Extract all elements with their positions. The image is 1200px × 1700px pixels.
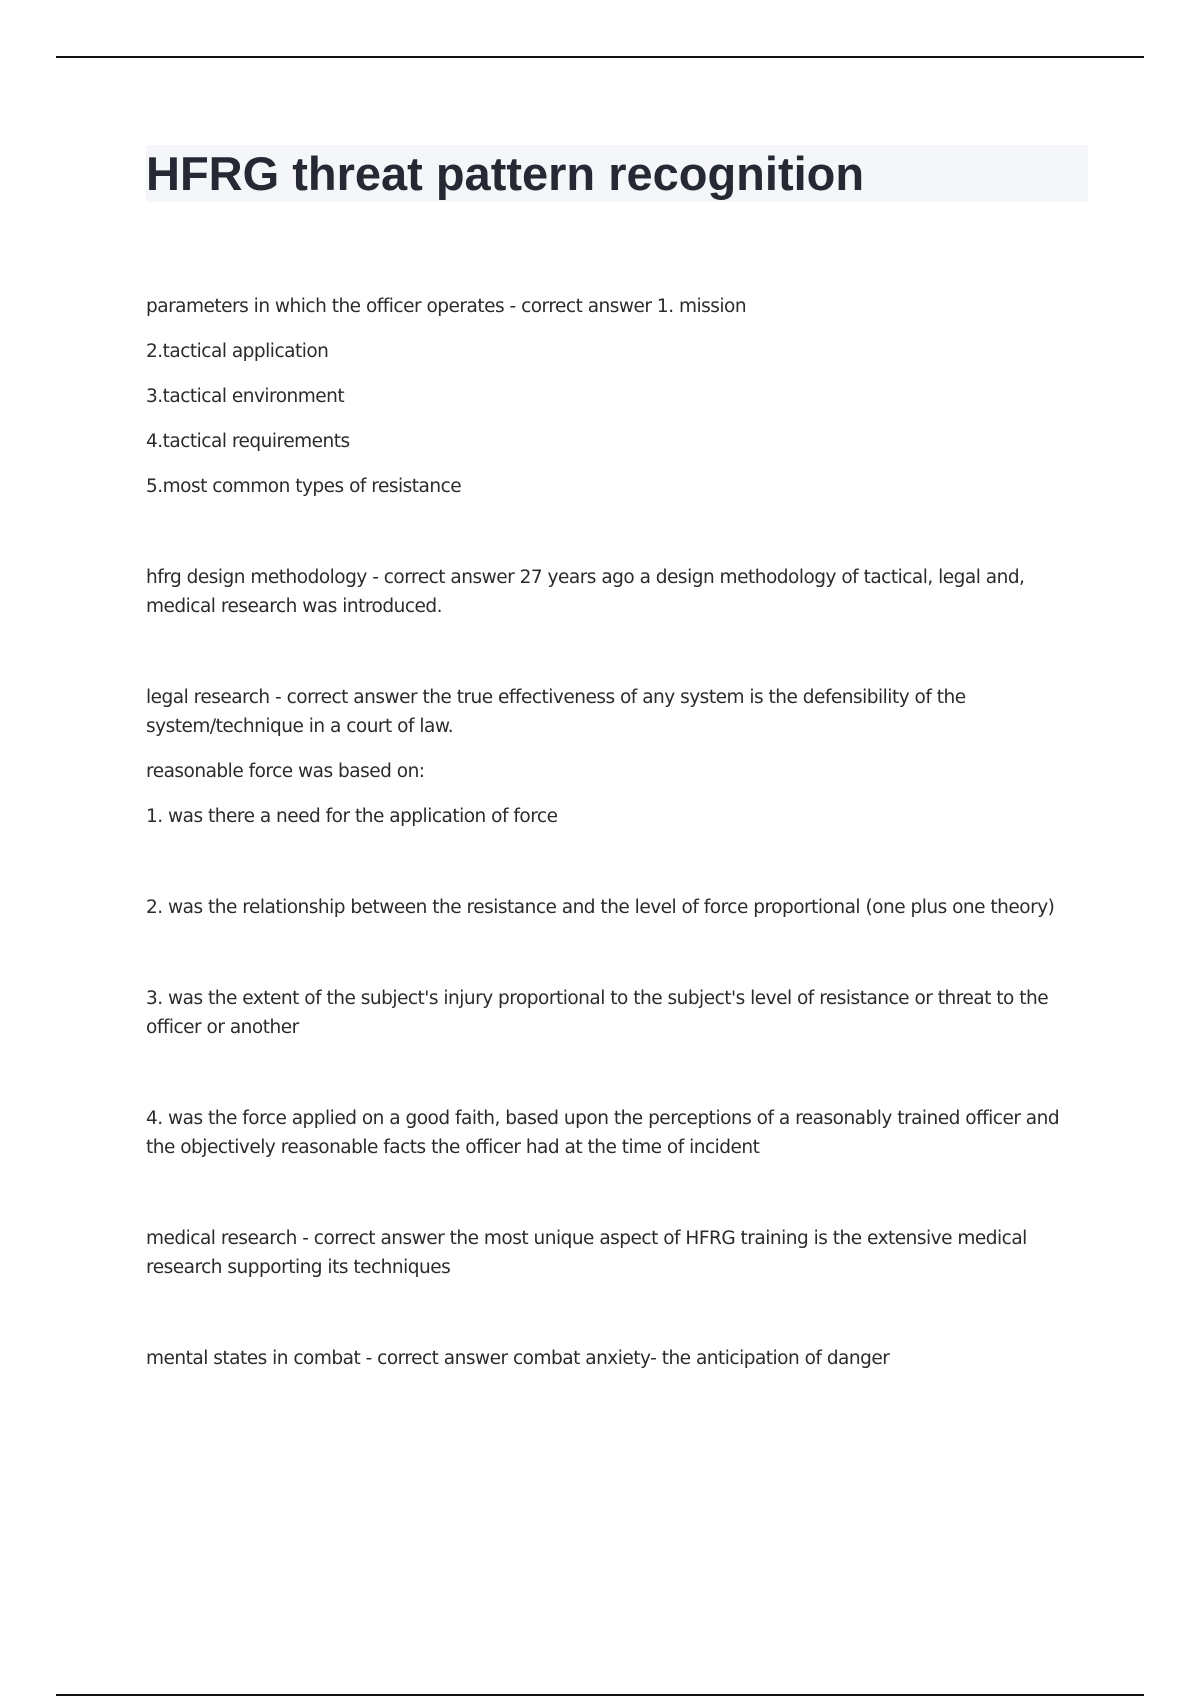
paragraph: 5.most common types of resistance xyxy=(146,476,462,497)
paragraph: 4. was the force applied on a good faith, based upon the perceptions of a reasonably trained officer and the objectively reasonable facts the officer had at the time of incident xyxy=(146,1108,1060,1158)
paragraph: legal research - correct answer the true effectiveness of any system is the defensibility of the system/technique in a court of law. xyxy=(146,687,966,737)
paragraph: 2.tactical application xyxy=(146,341,329,362)
paragraph: 1. was there a need for the application of force xyxy=(146,806,558,827)
top-rule xyxy=(56,56,1144,58)
paragraph: 2. was the relationship between the resistance and the level of force proportional (one plus one theory) xyxy=(146,897,1055,918)
paragraph: reasonable force was based on: xyxy=(146,761,425,782)
document-body xyxy=(146,292,1086,1373)
paragraph: 3. was the extent of the subject's injury proportional to the subject's level of resistance or threat to the officer or another xyxy=(146,988,1049,1038)
paragraph: parameters in which the officer operates - correct answer 1. mission xyxy=(146,296,747,317)
bottom-rule xyxy=(56,1694,1144,1696)
title-banner xyxy=(146,145,1088,202)
paragraph: hfrg design methodology - correct answer 27 years ago a design methodology of tactical, legal and, medical research was introduced. xyxy=(146,567,1025,617)
page-title: HFRG threat pattern recognition xyxy=(146,147,865,200)
paragraph: 3.tactical environment xyxy=(146,386,345,407)
paragraph: mental states in combat - correct answer combat anxiety- the anticipation of danger xyxy=(146,1348,890,1369)
paragraph: medical research - correct answer the most unique aspect of HFRG training is the extensive medical research supporting its techniques xyxy=(146,1228,1027,1278)
paragraph: 4.tactical requirements xyxy=(146,431,350,452)
